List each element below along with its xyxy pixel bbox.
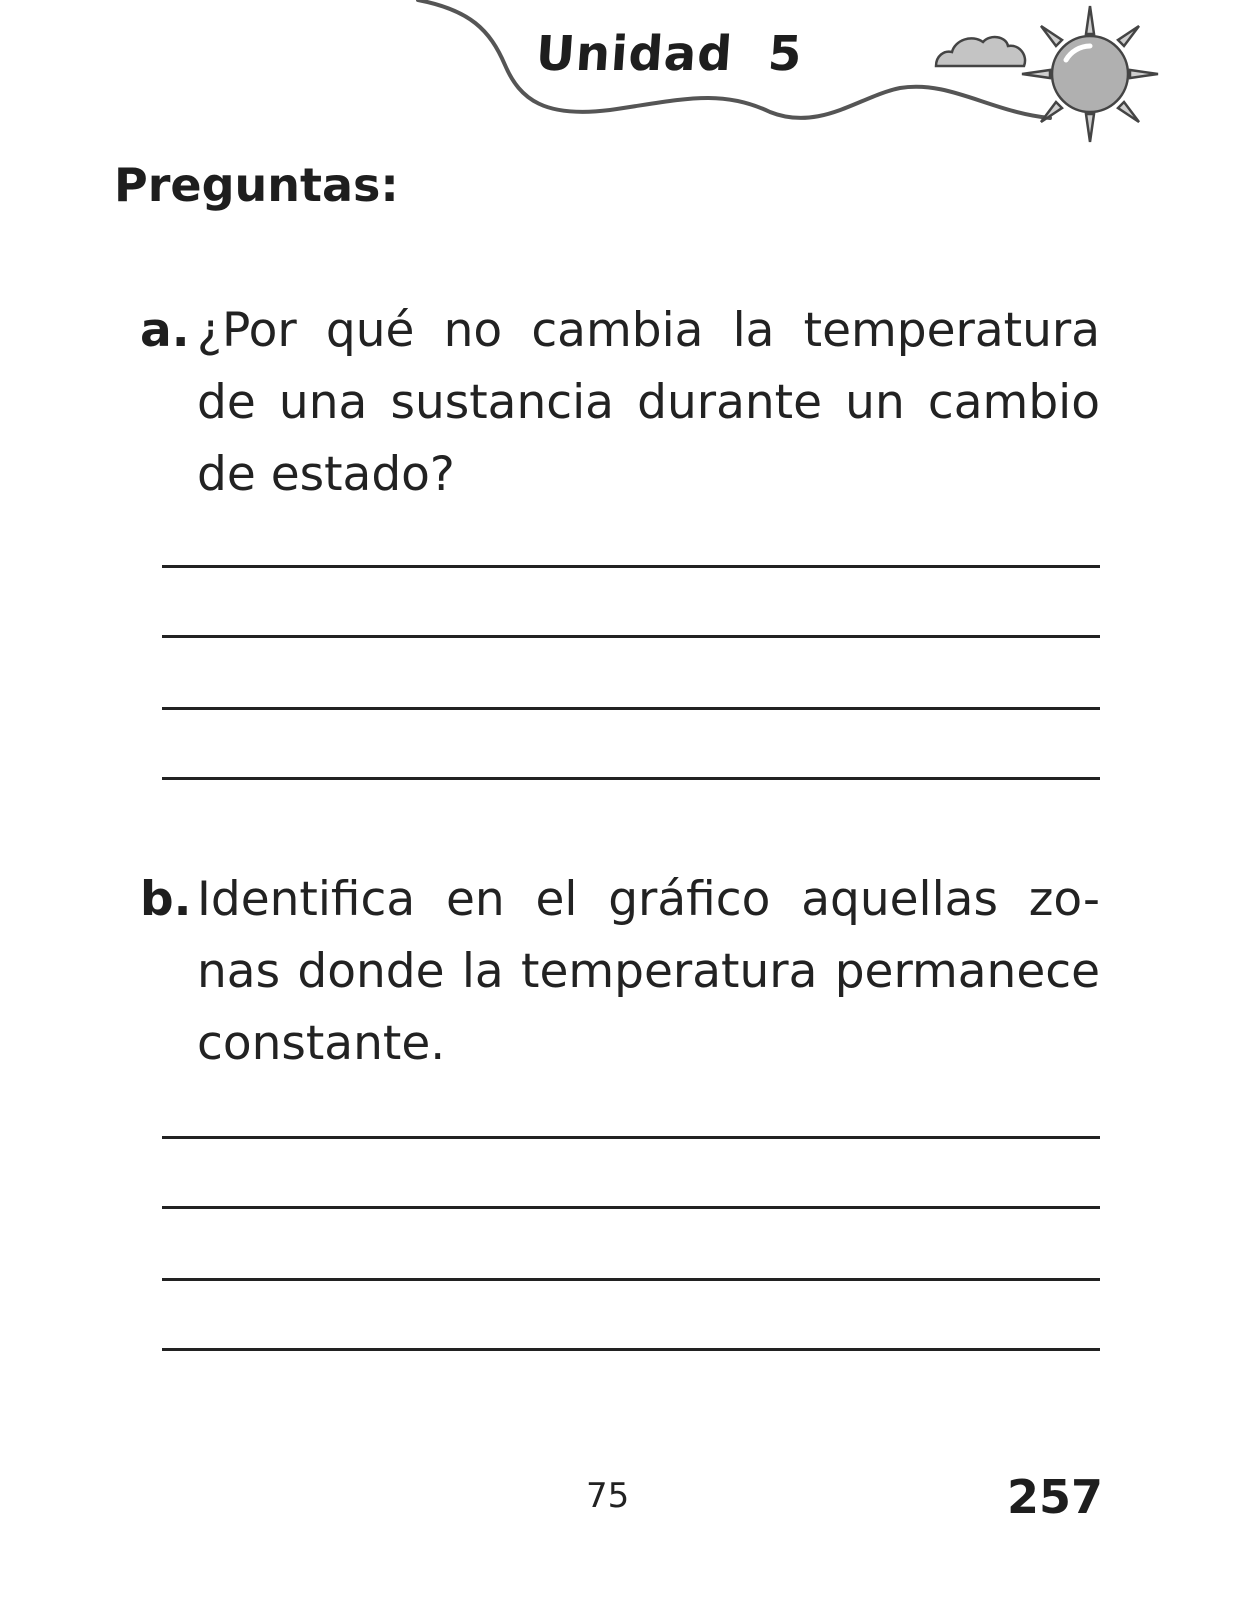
- section-title: Preguntas:: [114, 158, 399, 212]
- answer-line[interactable]: [162, 1136, 1100, 1139]
- question-letter: b.: [140, 872, 192, 927]
- answer-line[interactable]: [162, 635, 1100, 638]
- page-number-center: 75: [586, 1476, 630, 1516]
- page-number: 257: [1006, 1470, 1103, 1524]
- question-letter: a.: [140, 303, 190, 358]
- answer-line[interactable]: [162, 1348, 1100, 1351]
- question-a: [140, 295, 1100, 511]
- answer-line[interactable]: [162, 565, 1100, 568]
- sun-icon: [1022, 6, 1158, 142]
- cloud-icon: [936, 37, 1025, 66]
- answer-line[interactable]: [162, 707, 1100, 710]
- answer-line[interactable]: [162, 1206, 1100, 1209]
- question-b: [140, 864, 1100, 1080]
- question-text: ¿Por qué no cambia la temperatura de una sustancia durante un cambio de estado?: [197, 303, 1100, 502]
- answer-line[interactable]: [162, 777, 1100, 780]
- unit-title: Unidad 5: [534, 26, 805, 82]
- answer-line[interactable]: [162, 1278, 1100, 1281]
- question-text: Identifica en el gráfico aquellas zo-nas donde la temperatura permanece constante.: [197, 872, 1100, 1071]
